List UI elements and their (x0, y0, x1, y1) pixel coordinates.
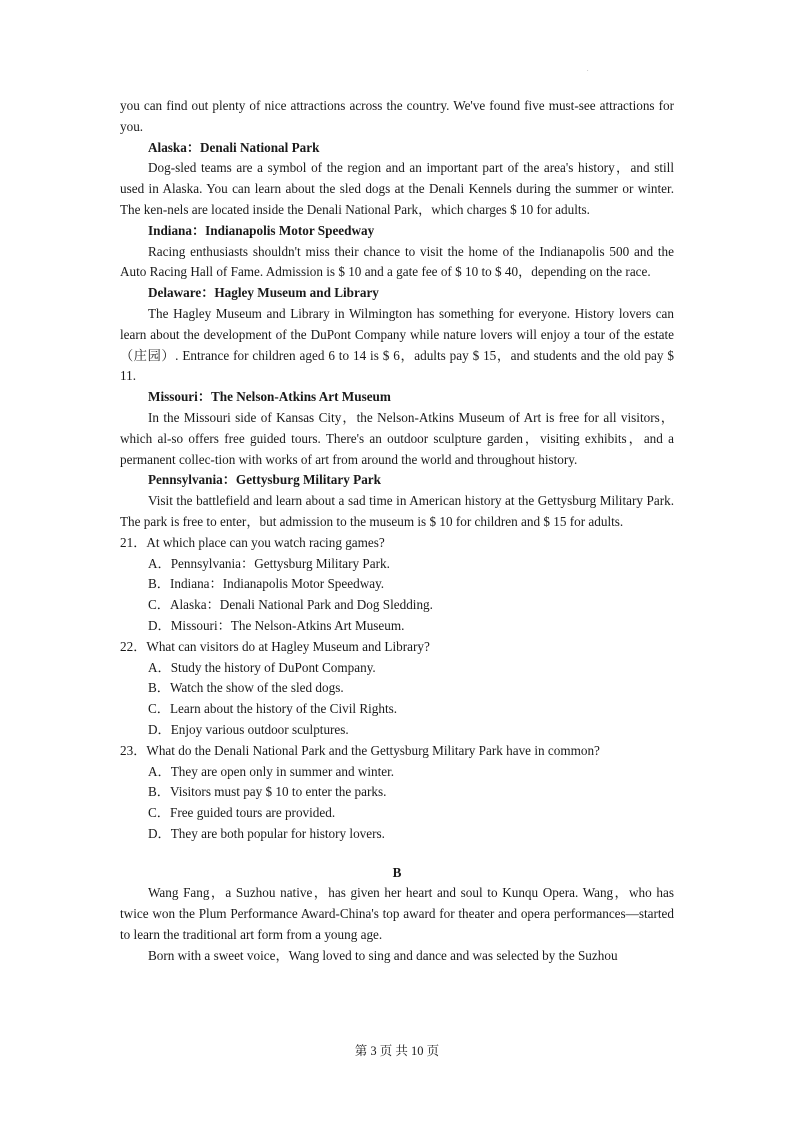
question-stem: 23．What do the Denali National Park and the Gettysburg Military Park have in common? (120, 742, 600, 758)
attraction-body: In the Missouri side of Kansas City，the Nelson-Atkins Museum of Art is free for all visitors，which al-so offers free guided tours. There's an outdoor sculpture garden，visiting exhibits，and a permanent collec-tion with works of art from around the world and throughout history. (120, 409, 674, 467)
attraction-heading: Delaware：Hagley Museum and Library (148, 285, 379, 301)
option-c: C．Alaska：Denali National Park and Dog Sledding. (148, 597, 433, 613)
option-b: B．Watch the show of the sled dogs. (148, 680, 344, 696)
attraction-pennsylvania (120, 470, 674, 532)
option-a: A．Pennsylvania：Gettysburg Military Park. (148, 555, 390, 571)
attraction-heading: Alaska：Denali National Park (148, 139, 320, 155)
attraction-missouri (120, 387, 674, 470)
question-22 (120, 637, 674, 741)
attraction-alaska (120, 138, 674, 221)
section-b-label: B (392, 864, 402, 880)
option-d: D．Missouri：The Nelson-Atkins Art Museum. (148, 617, 405, 633)
scan-dot: . (587, 67, 589, 73)
attraction-body: Racing enthusiasts shouldn't miss their chance to visit the home of the Indianapolis 500 and the Auto Racing Hall of Fame. Admission is $ 10 and a gate fee of $ 10 to $ 40，depending on the race. (120, 243, 674, 280)
option-c: C．Free guided tours are provided. (148, 805, 336, 821)
attraction-delaware (120, 283, 674, 387)
question-stem: 21．At which place can you watch racing games? (120, 534, 385, 550)
option-d: D．They are both popular for history lovers. (148, 825, 385, 841)
page-footer: 第 3 页 共 10 页 (354, 1044, 440, 1058)
attraction-body: Dog-sled teams are a symbol of the region and an important part of the area's history，and still used in Alaska. You can learn about the sled dogs at the Denali Kennels during the summer or winter. The ken-nels are located inside the Denali National Park，which charges $ 10 for adults. (120, 160, 674, 217)
section-b-paragraph: Born with a sweet voice，Wang loved to sing and dance and was selected by the Suzhou (148, 947, 618, 963)
question-21 (120, 533, 674, 637)
intro-paragraph: you can find out plenty of nice attractions across the country. We've found five must-see attractions for you. (120, 98, 674, 134)
option-b: B．Indiana：Indianapolis Motor Speedway. (148, 576, 385, 592)
attraction-body: The Hagley Museum and Library in Wilmington has something for everyone. History lovers can learn about the development of the DuPont Company while nature lovers will enjoy a tour of the estate（庄园）. Entrance for children aged 6 to 14 is $ 6，adults pay $ 15，and students and the old pay $ 11. (120, 305, 674, 384)
attraction-heading: Indiana：Indianapolis Motor Speedway (148, 222, 375, 238)
question-stem: 22．What can visitors do at Hagley Museum and Library? (120, 638, 430, 654)
option-c: C．Learn about the history of the Civil Rights. (148, 701, 398, 717)
option-a: A．They are open only in summer and winter. (148, 763, 395, 779)
section-b-paragraph: Wang Fang，a Suzhou native，has given her heart and soul to Kunqu Opera. Wang，who has twice won the Plum Performance Award-China's top award for theater and opera performances—started to learn the traditional art form from a young age. (120, 885, 674, 943)
attraction-heading: Pennsylvania：Gettysburg Military Park (148, 472, 381, 488)
option-a: A．Study the history of DuPont Company. (148, 659, 376, 675)
question-23 (120, 741, 674, 845)
option-b: B．Visitors must pay $ 10 to enter the parks. (148, 784, 387, 800)
page-content (120, 96, 674, 967)
attraction-indiana (120, 221, 674, 283)
attraction-body: Visit the battlefield and learn about a sad time in American history at the Gettysburg Military Park. The park is free to enter，but admission to the museum is $ 10 for children and $ 15 for adults. (120, 493, 674, 529)
option-d: D．Enjoy various outdoor sculptures. (148, 721, 349, 737)
attraction-heading: Missouri：The Nelson-Atkins Art Museum (148, 389, 391, 405)
